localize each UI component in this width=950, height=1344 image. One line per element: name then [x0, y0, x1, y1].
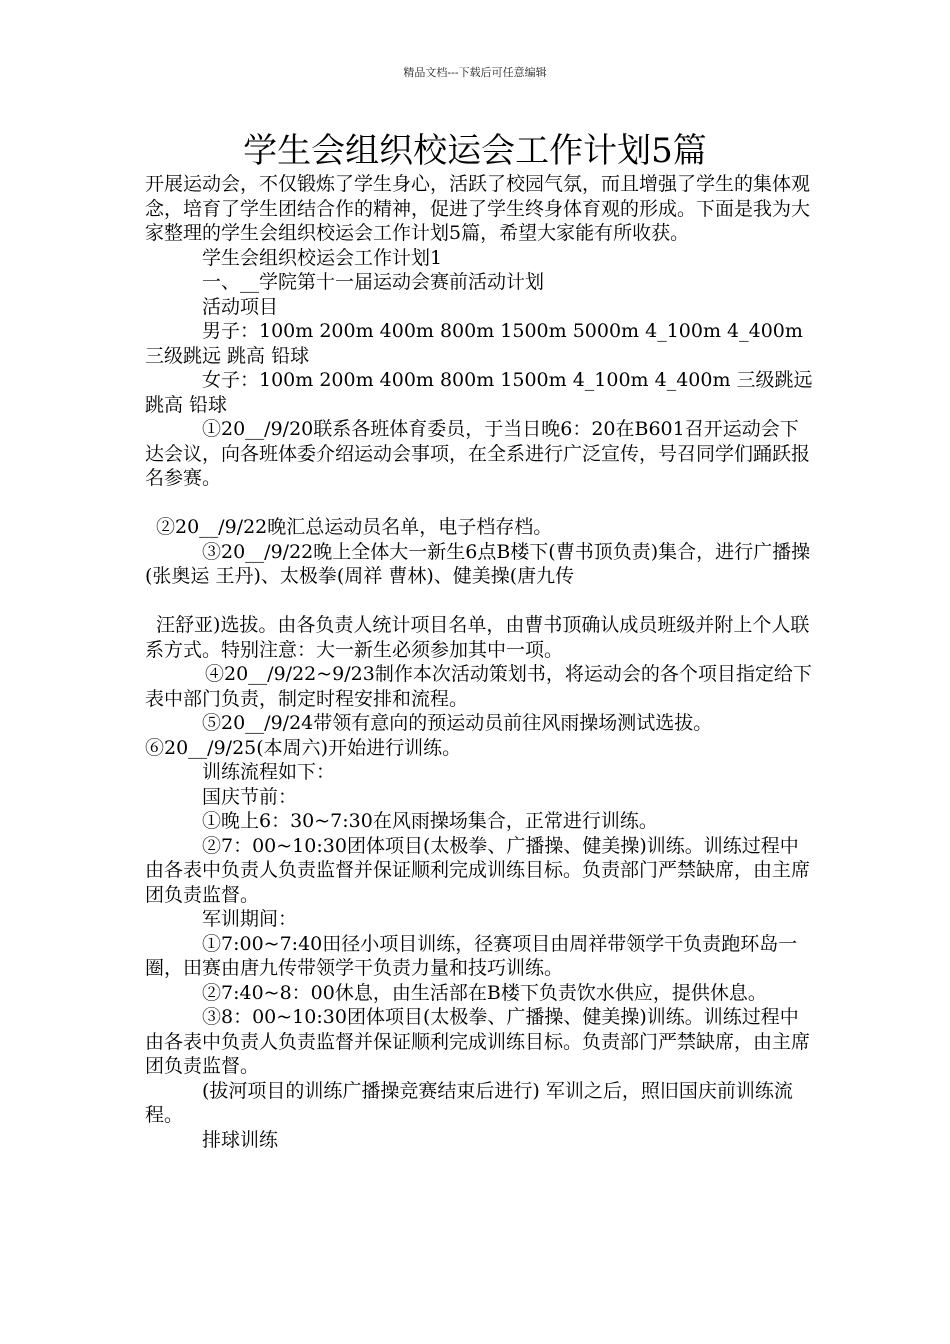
paragraph: 国庆节前： — [202, 785, 298, 808]
paragraph: 训练流程如下： — [202, 761, 336, 783]
paragraph: ①晚上6：30~7:30在风雨操场集合，正常进行训练。 — [202, 810, 658, 832]
page-header: 精品文档---下载后可任意编辑 — [403, 66, 547, 79]
plan-heading: 学生会组织校运会工作计划1 — [202, 246, 443, 269]
paragraph: ②7：00~10:30团体项目(太极拳、广播操、健美操)训练。训练过程中由各表中负责人负责监督并保证顺利完成训练目标。负责部门严禁缺席，由主席团负责监督。 — [145, 834, 811, 906]
paragraph: 女子：100m 200m 400m 800m 1500m 4_100m 4_400m 三级跳远 跳高 铅球 — [145, 369, 813, 416]
paragraph: ④20__/9/22~9/23制作本次活动策划书，将运动会的各个项目指定给下表中部门负责，制定时程安排和流程。 — [145, 663, 812, 710]
paragraph: (拔河项目的训练广播操竞赛结束后进行) 军训之后，照旧国庆前训练流程。 — [145, 1079, 793, 1126]
paragraph: ⑥20__/9/25(本周六)开始进行训练。 — [145, 736, 462, 759]
paragraph: ③20__/9/22晚上全体大一新生6点B楼下(曹书顶负责)集合，进行广播操(张奥运 王丹)、太极拳(周祥 曹林)、健美操(唐九传 — [145, 540, 811, 587]
paragraph: ①20__/9/20联系各班体育委员，于当日晚6：20在B601召开运动会下达会议，向各班体委介绍运动会事项，在全系进行广泛宣传，号召同学们踊跃报名参赛。 — [145, 418, 811, 489]
document-title: 学生会组织校运会工作计划5篇 — [243, 131, 707, 171]
paragraph: 活动项目 — [202, 295, 279, 318]
paragraph: ⑤20__/9/24带领有意向的预运动员前往风雨操场测试选拔。 — [202, 712, 713, 734]
section-heading: 一、__学院第十一届运动会赛前活动计划 — [202, 271, 545, 293]
paragraph: 排球训练 — [202, 1128, 279, 1151]
paragraph: 男子：100m 200m 400m 800m 1500m 5000m 4_100m 4_400m 三级跳远 跳高 铅球 — [145, 320, 803, 367]
paragraph: 军训期间： — [202, 908, 298, 930]
paragraph: ②20__/9/22晚汇总运动员名单，电子档存档。 — [156, 516, 553, 538]
paragraph: ②7:40~8：00休息，由生活部在B楼下负责饮水供应，提供休息。 — [202, 981, 767, 1004]
intro-paragraph: 开展运动会，不仅锻炼了学生身心，活跃了校园气氛，而且增强了学生的集体观念，培育了学生团结合作的精神，促进了学生终身体育观的形成。下面是我为大家整理的学生会组织校运会工作计划5篇，希望大家能有所收获。 — [145, 173, 811, 244]
document-body — [145, 172, 813, 1152]
paragraph: ③8：00~10:30团体项目(太极拳、广播操、健美操)训练。训练过程中由各表中负责人负责监督并保证顺利完成训练目标。负责部门严禁缺席，由主席团负责监督。 — [145, 1006, 811, 1077]
paragraph: 汪舒亚)选拔。由各负责人统计项目名单，由曹书顶确认成员班级并附上个人联系方式。特别注意：大一新生必须参加其中一项。 — [145, 614, 810, 661]
paragraph: ①7:00~7:40田径小项目训练，径赛项目由周祥带领学干负责跑环岛一圈，田赛由唐九传带领学干负责力量和技巧训练。 — [145, 932, 798, 979]
